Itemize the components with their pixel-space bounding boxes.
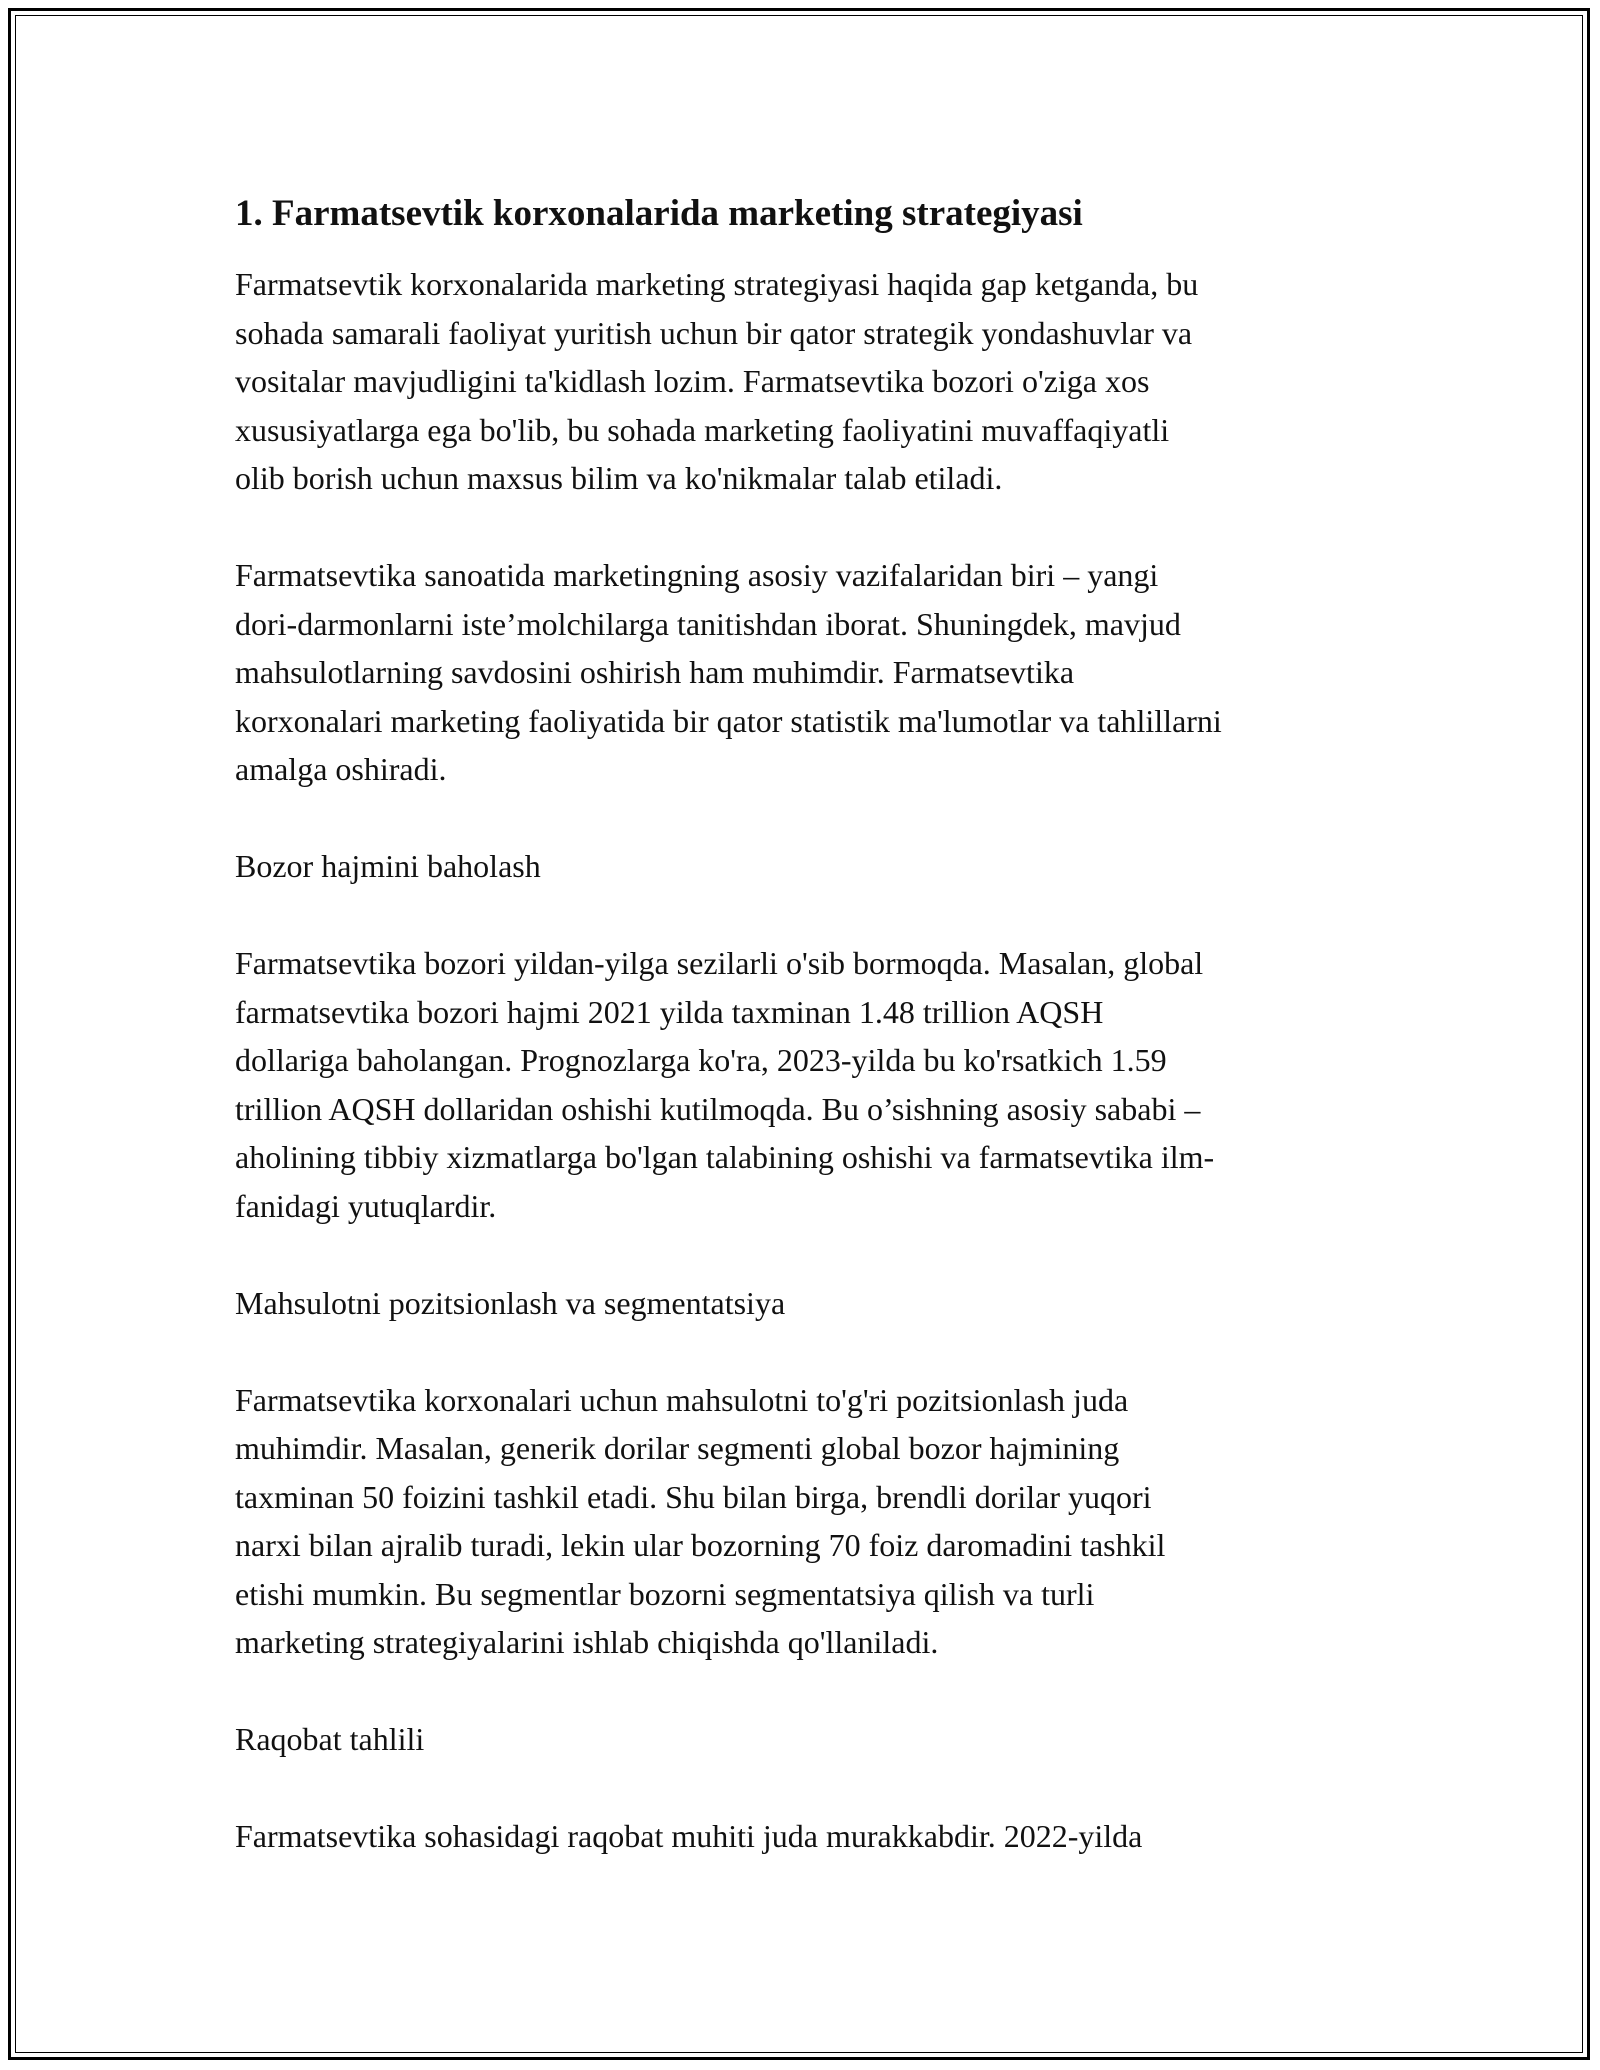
content-blocks — [235, 260, 1375, 1861]
text-line: Farmatsevtik korxonalarida marketing strategiyasi haqida gap ketganda, bu — [235, 266, 1199, 302]
text-line: fanidagi yutuqlardir. — [235, 1187, 497, 1224]
paragraph — [235, 1376, 1375, 1667]
text-line: muhimdir. Masalan, generik dorilar segmenti global bozor hajmining — [235, 1430, 1120, 1466]
text-line: Farmatsevtika sohasidagi raqobat muhiti juda murakkabdir. 2022-yilda — [235, 1818, 1143, 1854]
text-line: vositalar mavjudligini ta'kidlash lozim. Farmatsevtika bozori o'ziga xos — [235, 363, 1150, 399]
section-heading: 1. Farmatsevtik korxonalarida marketing strategiyasi — [235, 193, 1083, 234]
paragraph — [235, 260, 1375, 503]
text-line: marketing strategiyalarini ishlab chiqishda qo'llaniladi. — [235, 1624, 939, 1660]
text-line: Farmatsevtika korxonalari uchun mahsulotni to'g'ri pozitsionlash juda — [235, 1381, 1129, 1418]
text-line: dollariga baholangan. Prognozlarga ko'ra, 2023-yilda bu ko'rsatkich 1.59 — [235, 1042, 1167, 1078]
section-subheading: Raqobat tahlili — [235, 1721, 425, 1757]
text-line: etishi mumkin. Bu segmentlar bozorni segmentatsiya qilish va turli — [235, 1575, 1095, 1612]
document-body — [235, 190, 1375, 1909]
text-line: dori-darmonlarni iste’molchilarga tanitishdan iborat. Shuningdek, mavjud — [235, 605, 1181, 642]
text-line: farmatsevtika bozori hajmi 2021 yilda taxminan 1.48 trillion AQSH — [235, 993, 1104, 1030]
paragraph — [235, 1812, 1375, 1861]
section-subheading: Bozor hajmini baholash — [235, 848, 541, 884]
text-line: korxonalari marketing faoliyatida bir qator statistik ma'lumotlar va tahlillarni — [235, 702, 1222, 739]
section-subheading: Mahsulotni pozitsionlash va segmentatsiya — [235, 1284, 786, 1321]
text-line: amalga oshiradi. — [235, 751, 447, 787]
text-line: trillion AQSH dollaridan oshishi kutilmoqda. Bu o’sishning asosiy sababi – — [235, 1090, 1201, 1127]
text-line: aholining tibbiy xizmatlarga bo'lgan talabining oshishi va farmatsevtika ilm- — [235, 1139, 1215, 1175]
paragraph — [235, 551, 1375, 794]
paragraph — [235, 939, 1375, 1230]
text-line: xususiyatlarga ega bo'lib, bu sohada marketing faoliyatini muvaffaqiyatli — [235, 411, 1170, 448]
text-line: taxminan 50 foizini tashkil etadi. Shu bilan birga, brendli dorilar yuqori — [235, 1478, 1152, 1515]
text-line: Farmatsevtika sanoatida marketingning asosiy vazifalaridan biri – yangi — [235, 557, 1159, 593]
text-line: sohada samarali faoliyat yuritish uchun bir qator strategik yondashuvlar va — [235, 314, 1193, 351]
text-line: olib borish uchun maxsus bilim va ko'nikmalar talab etiladi. — [235, 460, 1003, 496]
text-line: narxi bilan ajralib turadi, lekin ular bozorning 70 foiz daromadini tashkil — [235, 1527, 1166, 1563]
text-line: Farmatsevtika bozori yildan-yilga sezilarli o'sib bormoqda. Masalan, global — [235, 945, 1204, 981]
text-line: mahsulotlarning savdosini oshirish ham muhimdir. Farmatsevtika — [235, 654, 1075, 690]
